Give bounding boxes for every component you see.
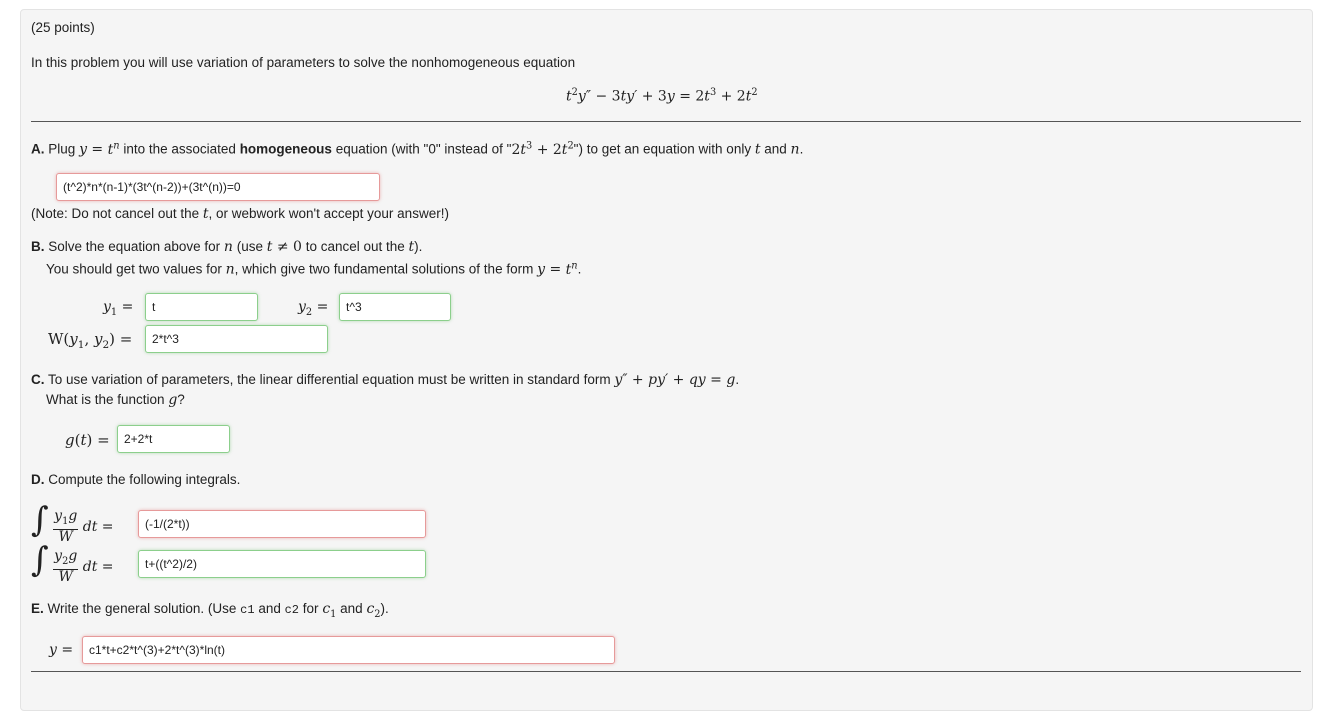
part-a-text1: Plug: [48, 141, 76, 157]
part-c-line2b: ?: [177, 392, 185, 407]
part-b-line2a: You should get two values for: [46, 261, 222, 277]
general-solution-input[interactable]: c1*t+c2*t^(3)+2*t^(3)*ln(t): [82, 636, 615, 664]
part-e-text3: for: [302, 601, 319, 616]
g-label: g(t) =: [65, 431, 110, 449]
part-e-text5: ).: [380, 601, 389, 616]
part-a-text4: ") to get an equation with only: [573, 141, 752, 157]
y1-label: $y_1$ =: [103, 299, 134, 318]
g-answer-input[interactable]: 2+2*t: [117, 425, 230, 453]
divider-top: [31, 121, 1301, 122]
part-d-label: D.: [31, 472, 45, 487]
part-e-text2: and: [258, 601, 281, 616]
part-a-bold: homogeneous: [239, 141, 332, 157]
intro-text: In this problem you will use variation of parameters to solve the nonhomogeneous equation: [31, 55, 576, 70]
part-e-text1: Write the general solution. (Use: [47, 601, 237, 616]
points-label: (25 points): [31, 20, 95, 35]
part-a-label: A.: [31, 141, 45, 157]
part-a-answer-input[interactable]: (t^2)*n*(n-1)*(3t^(n-2))+(3t^(n))=0: [56, 173, 380, 201]
part-e-c1: c1: [240, 603, 255, 617]
part-d-prompt: [31, 472, 240, 487]
part-e-text4: and: [340, 601, 363, 616]
part-a-note2: , or webwork won't accept your answer!): [208, 206, 449, 221]
y2-answer-input[interactable]: t^3: [339, 293, 451, 321]
part-c-line2: What is the function g?: [46, 392, 185, 408]
part-c-line2a: What is the function: [46, 392, 165, 407]
integral-1-answer-input[interactable]: (-1/(2*t)): [138, 510, 426, 538]
part-c-text1: To use variation of parameters, the linear differential equation must be written in standard form: [48, 372, 611, 387]
part-b-label: B.: [31, 239, 45, 254]
wronskian-answer-input[interactable]: 2*t^3: [145, 325, 328, 353]
part-a-note: (Note: Do not cancel out the t, or webwork won't accept your answer!): [31, 206, 449, 222]
part-a-text5: and: [764, 141, 787, 157]
y2-label: $y_2$ =: [298, 299, 329, 318]
y1-answer-input[interactable]: t: [145, 293, 258, 321]
part-c-prompt: C. To use variation of parameters, the linear differential equation must be written in standard form y″ + py′ + qy = g.: [31, 372, 740, 388]
part-b-text1: Solve the equation above for: [48, 239, 221, 254]
part-e-label: E.: [31, 601, 44, 616]
integral-1-expression: ∫ $\frac{y_1g}{W}$ dt =: [31, 500, 114, 545]
part-e-prompt: E. Write the general solution. (Use c1 and c2 for $c_1$ and $c_2$).: [31, 601, 389, 620]
part-e-c2: c2: [284, 603, 300, 617]
part-a-note1: (Note: Do not cancel out the: [31, 206, 200, 221]
main-equation: $t^2y'' - 3ty' + 3y = 2t^3 + 2t^2$: [566, 87, 758, 105]
general-solution-label: y =: [49, 642, 74, 658]
part-b-text2: (use: [236, 239, 263, 254]
divider-bottom: [31, 671, 1301, 672]
part-c-label: C.: [31, 372, 45, 387]
wronskian-label: $W(y_1$, $y_2$) =: [48, 330, 133, 351]
part-b-prompt: B. Solve the equation above for n (use t ≠ 0 to cancel out the t).: [31, 239, 423, 255]
wronskian-symbol: W: [48, 330, 64, 348]
integral-2-answer-input[interactable]: t+((t^2)/2): [138, 550, 426, 578]
part-b-text3: to cancel out the: [305, 239, 405, 254]
part-b-line2: You should get two values for n, which give two fundamental solutions of the form $y = t^n$.: [46, 260, 582, 278]
part-b-text4: ).: [414, 239, 423, 254]
integral-2-expression: ∫ $\frac{y_2g}{W}$ dt =: [31, 540, 114, 585]
part-a-prompt: A. Plug $y = t^n$ into the associated homogeneous equation (with "0" instead of "$2t^3$ + $2t^2$") to get an equation with only t and n.: [31, 140, 804, 158]
part-b-line2b: , which give two fundamental solutions of the form: [234, 261, 534, 277]
part-a-text3: equation (with "0" instead of ": [335, 141, 512, 157]
part-a-text2: into the associated: [123, 141, 236, 157]
part-d-text: Compute the following integrals.: [48, 472, 241, 487]
problem-panel: [20, 9, 1313, 711]
